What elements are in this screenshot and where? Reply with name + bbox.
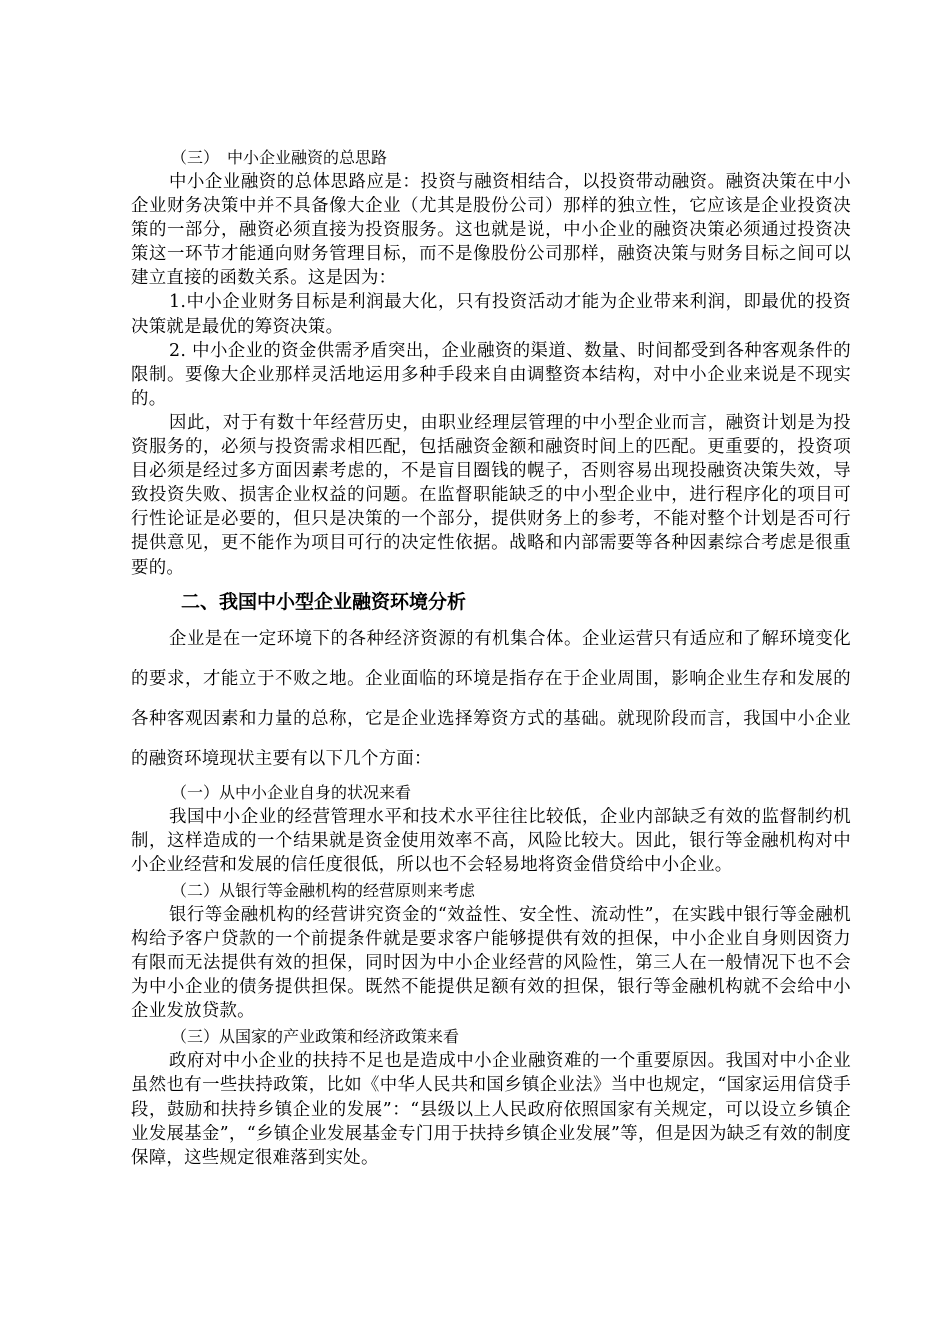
paragraph: 政府对中小企业的扶持不足也是造成中小企业融资难的一个重要原因。我国对中小企业虽然也有一些扶持政策，比如《中华人民共和国乡镇企业法》当中也规定，“国家运用信贷手段，鼓励和扶持乡镇企业的发展”：“县级以上人民政府依照国家有关规定，可以设立乡镇企业发展基金”，“乡镇企业发展基金专门用于扶持乡镇企业发展”等，但是因为缺乏有效的制度保障，这些规定很难落到实处。	[131, 1051, 851, 1168]
section-heading: （三） 中小企业融资的总思路	[171, 148, 388, 167]
paragraph: 1.中小企业财务目标是利润最大化，只有投资活动才能为企业带来利润，即最优的投资决策就是最优的筹资决策。	[131, 292, 851, 337]
document-body	[131, 146, 851, 1170]
subsection-heading: （二）从银行等金融机构的经营原则来考虑	[171, 880, 476, 900]
paragraph: 2. 中小企业的资金供需矛盾突出，企业融资的渠道、数量、时间都受到各种客观条件的限制。要像大企业那样灵活地运用多种手段来自由调整资本结构，对中小企业来说是不现实的。	[131, 340, 851, 409]
subsection-heading: （三）从国家的产业政策和经济政策来看	[171, 1027, 460, 1047]
subsection-heading: （一）从中小企业自身的状况来看	[171, 782, 412, 802]
paragraph: 我国中小企业的经营管理水平和技术水平往往比较低，企业内部缺乏有效的监督制约机制，这样造成的一个结果就是资金使用效率不高，风险比较大。因此，银行等金融机构对中小企业经营和发展的信任度很低，所以也不会轻易地将资金借贷给中小企业。	[131, 806, 851, 875]
paragraph: 因此，对于有数十年经营历史，由职业经理层管理的中小型企业而言，融资计划是为投资服务的，必须与投资需求相匹配，包括融资金额和融资时间上的匹配。更重要的，投资项目必须是经过多方面因素考虑的，不是盲目圈钱的幌子，否则容易出现投融资决策失效，导致投资失败、损害企业权益的问题。在监督职能缺乏的中小型企业中，进行程序化的项目可行性论证是必要的，但只是决策的一个部分，提供财务上的参考，不能对整个计划是否可行提供意见，更不能作为项目可行的决定性依据。战略和内部需要等各种因素综合考虑是很重要的。	[131, 412, 851, 578]
paragraph: 银行等金融机构的经营讲究资金的“效益性、安全性、流动性”，在实践中银行等金融机构给予客户贷款的一个前提条件就是要求客户能够提供有效的担保，中小企业自身则因资力有限而无法提供有效的担保，同时因为中小企业经营的风险性，第三人在一般情况下也不会为中小企业的债务提供担保。既然不能提供足额有效的担保，银行等金融机构就不会给中小企业发放贷款。	[131, 904, 851, 1022]
chapter-heading: 二、我国中小型企业融资环境分析	[181, 590, 467, 613]
paragraph: 企业是在一定环境下的各种经济资源的有机集合体。企业运营只有适应和了解环境变化的要求，才能立于不败之地。企业面临的环境是指存在于企业周围，影响企业生存和发展的各种客观因素和力量的总称，它是企业选择筹资方式的基础。就现阶段而言，我国中小企业的融资环境现状主要有以下几个方面：	[131, 628, 851, 769]
paragraph: 中小企业融资的总体思路应是：投资与融资相结合，以投资带动融资。融资决策在中小企业财务决策中并不具备像大企业（尤其是股份公司）那样的独立性，它应该是企业投资决策的一部分，融资必须直接为投资服务。这也就是说，中小企业的融资决策必须通过投资决策这一环节才能通向财务管理目标，而不是像股份公司那样，融资决策与财务目标之间可以建立直接的函数关系。这是因为：	[131, 172, 851, 289]
